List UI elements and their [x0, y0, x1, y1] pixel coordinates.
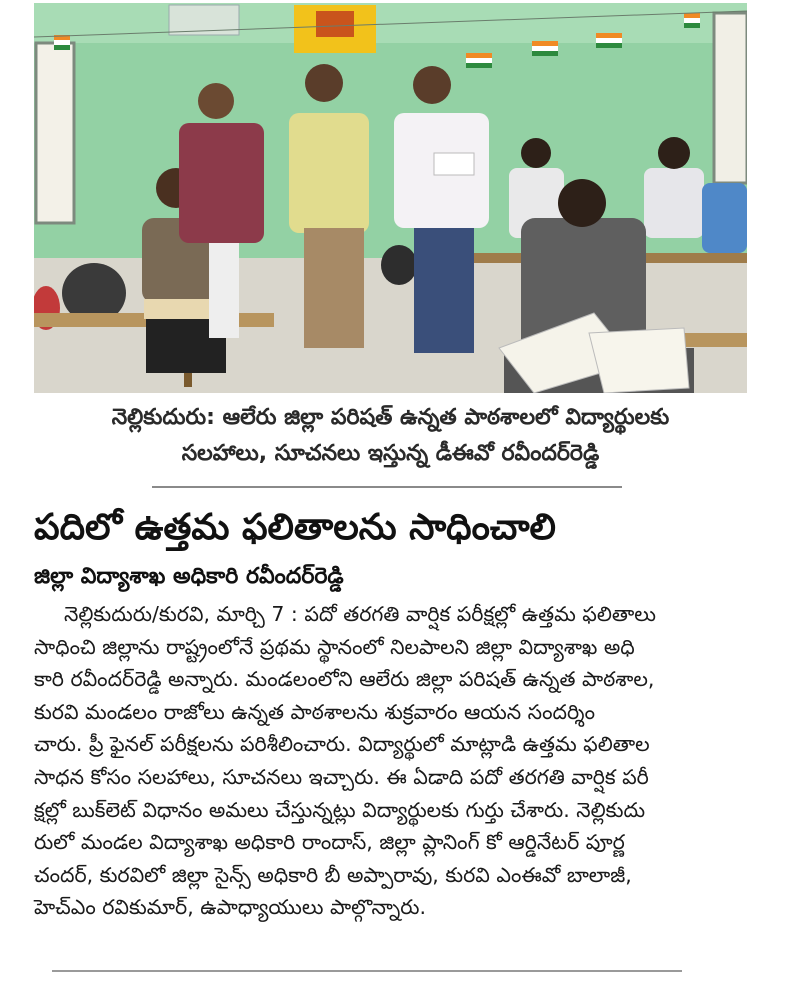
caption-line-1: నెల్లికుదురు: ఆలేరు జిల్లా పరిషత్ ఉన్నత పాఠశాలలో విద్యార్థులకు: [111, 405, 670, 430]
classroom-photo-icon: [34, 3, 747, 393]
body-line: చందర్, కురవిలో జిల్లా సైన్స్ అధికారి బీ అప్పారావు, కురవి ఎంఈవో బాలాజీ,: [34, 862, 632, 887]
bottom-divider: [52, 970, 682, 972]
body-line: క్షల్లో బుక్‌లెట్ విధానం అమలు చేస్తున్నట్లు విద్యార్థులకు గుర్తు చేశారు. నెల్లికుదు: [34, 797, 646, 822]
caption-line-2: సలహాలు, సూచనలు ఇస్తున్న డీఈవో రవీందర్‌రెడ్డి: [181, 441, 600, 466]
body-line: కారి రవీందర్‌రెడ్డి అన్నారు. మండలంలోని ఆలేరు జిల్లా పరిషత్ ఉన్నత పాఠశాల,: [34, 667, 655, 692]
body-line: హెచ్‌ఎం రవికుమార్, ఉపాధ్యాయులు పాల్గొన్నారు.: [34, 895, 427, 920]
body-line: సాధన కోసం సలహాలు, సూచనలు ఇచ్చారు. ఈ ఏడాది పదో తరగతి వార్షిక పరీ: [34, 764, 649, 789]
news-photo: [34, 3, 747, 393]
body-line: కురవి మండలం రాజోలు ఉన్నత పాఠశాలను శుక్రవారం ఆయన సందర్శిం: [34, 699, 595, 724]
photo-caption: [34, 400, 747, 472]
body-line: సాధించి జిల్లాను రాష్ట్రంలోనే ప్రథమ స్థానంలో నిలపాలని జిల్లా విద్యాశాఖ అధి: [34, 634, 635, 659]
caption-divider: [152, 486, 622, 488]
body-line: నెల్లికుదురు/కురవి, మార్చి 7 : పదో తరగతి వార్షిక పరీక్షల్లో ఉత్తమ ఫలితాలు: [64, 602, 656, 626]
article-headline: పదిలో ఉత్తమ ఫలితాలను సాధించాలి: [34, 507, 556, 548]
article-subheadline: జిల్లా విద్యాశాఖ అధికారి రవీందర్‌రెడ్డి: [34, 564, 344, 589]
body-line: రులో మండల విద్యాశాఖ అధికారి రాందాస్, జిల్లా ప్లానింగ్ కో ఆర్డినేటర్ పూర్ణ: [34, 830, 625, 855]
article-body: [34, 598, 754, 924]
body-line: చారు. ప్రీ ఫైనల్ పరీక్షలను పరిశీలించారు. విద్యార్థులో మాట్లాడి ఉత్తమ ఫలితాల: [34, 732, 650, 757]
